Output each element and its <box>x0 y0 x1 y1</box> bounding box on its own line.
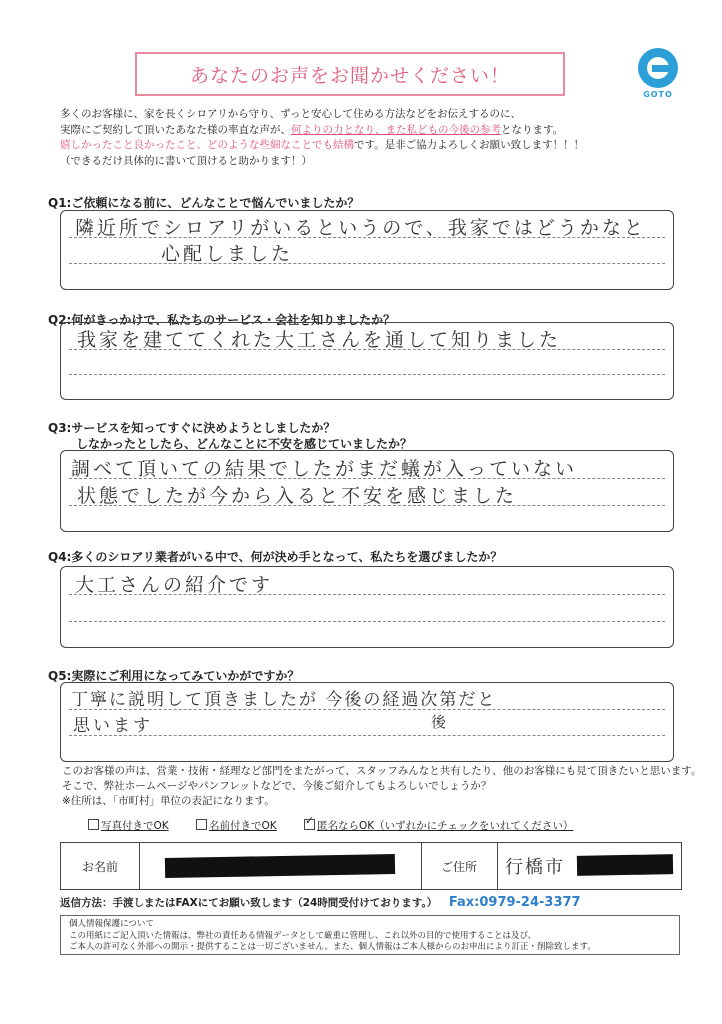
notes-line-3: ※住所は、「市町村」単位の表記になります。 <box>62 795 275 807</box>
page-title: あなたのお声をお聞かせください！ <box>189 64 510 87</box>
name-field[interactable] <box>139 843 422 889</box>
checkbox-name[interactable] <box>196 819 207 830</box>
redaction-bar <box>165 854 395 878</box>
privacy-line-2: この用紙にご記入頂いた情報は、弊社の責任ある情報データとして厳重に管理し、これ以外の目的で使用することは及び、 <box>69 930 537 941</box>
intro-line-1: 多くのお客様に、家を長くシロアリから守り、ずっと安心して住める方法などをお伝えするのに、 <box>60 108 521 120</box>
q3-answer-line-2: 状態でしたが今から入ると不安を感じました <box>77 485 518 507</box>
fax-number: Fax:0979-24-3377 <box>448 895 581 910</box>
q5-answer-line-2: 思います <box>73 716 153 736</box>
customer-info-table <box>60 842 682 890</box>
usage-notes <box>62 764 701 809</box>
q1-label: Q1:ご依頼になる前に、どんなことで悩んでいましたか？ <box>48 196 360 210</box>
q2-label: Q2:何がきっかけで、私たちのサービス・会社を知りましたか？ <box>48 313 396 327</box>
q5-label: Q5:実際にご利用になってみていかがですか？ <box>48 669 300 683</box>
redaction-bar-address <box>577 854 673 876</box>
intro-line-3 <box>60 138 660 154</box>
intro-line-2c: となります。 <box>501 123 564 136</box>
q4-label: Q4:多くのシロアリ業者がいる中で、何が決め手となって、私たちを選びましたか？ <box>48 550 503 564</box>
return-method <box>60 895 581 910</box>
intro-line-2 <box>60 123 660 139</box>
intro-line-3b: です。是非ご協力よろしくお願い致します！！！ <box>354 139 585 151</box>
privacy-notice <box>60 915 680 955</box>
q3-answer-box[interactable] <box>60 450 674 532</box>
privacy-line-1: 個人情報保護について <box>69 919 154 929</box>
q2-answer-line-1: 我家を建ててくれた大工さんを通して知りました <box>77 329 562 351</box>
q5-answer-box[interactable] <box>60 682 674 762</box>
address-value: 行橋市 <box>505 857 565 878</box>
logo-text: GOTO <box>643 90 673 99</box>
q3-label-2: しなかったとしたら、どんなことに不安を感じていましたか？ <box>76 437 413 451</box>
address-label: ご住所 <box>421 843 498 889</box>
intro-text <box>60 107 660 169</box>
title-box <box>135 52 565 96</box>
intro-emphasis-2: 嬉しかったこと良かったこと、どのような些細なことでも結構 <box>60 139 354 151</box>
q5-answer-note: 後 <box>431 713 450 731</box>
consent-anonymous-option[interactable] <box>304 814 574 832</box>
q1-answer-line-1: 隣近所でシロアリがいるというので、我家ではどうかなと <box>75 217 646 239</box>
intro-line-4: （できるだけ具体的に書いて頂けると助かります！） <box>60 154 312 167</box>
q1-answer-line-2: 心配しました <box>161 243 294 265</box>
consent-options <box>88 814 574 833</box>
q1-answer-box[interactable] <box>60 210 674 290</box>
consent-name-option[interactable] <box>196 820 277 832</box>
company-logo <box>636 48 680 100</box>
consent-name-label: 名前付きでOK <box>209 820 277 832</box>
consent-hint: （いずれかにチェックをいれてください） <box>374 820 574 832</box>
intro-line-2a: 実際にご契約して頂いたあなた様の率直な声が、 <box>60 123 291 136</box>
checkbox-photo[interactable] <box>88 819 99 830</box>
return-method-text: 返信方法：手渡しまたはFAXにてお願い致します（24時間受付けております。） <box>60 897 438 909</box>
intro-emphasis-1: 何よりの力となり、また私どもの今後の参考 <box>291 123 501 136</box>
q3-label: Q3:サービスを知ってすぐに決めようとしましたか？ <box>48 421 336 435</box>
q4-answer-box[interactable] <box>60 566 674 648</box>
consent-photo-label: 写真付きでOK <box>101 820 169 832</box>
checkbox-anonymous[interactable]: ✓ <box>304 819 315 830</box>
q2-answer-box[interactable] <box>60 322 674 400</box>
notes-line-2: そこで、弊社ホームページやパンフレットなどで、今後ご紹介してもよろしいでしょうか？ <box>62 780 492 792</box>
address-field[interactable] <box>497 843 681 889</box>
q3-answer-line-1: 調べて頂いての結果でしたがまだ蟻が入っていない <box>71 458 578 480</box>
goto-logo-icon <box>638 48 678 88</box>
q4-answer-line-1: 大工さんの紹介です <box>75 574 274 596</box>
q5-answer-line-1: 丁寧に説明して頂きましたが 今後の経過次第だと <box>71 690 497 710</box>
consent-anonymous-label: 匿名ならOK <box>317 820 375 832</box>
notes-line-1: このお客様の声は、営業・技術・経理など部門をまたがって、スタッフみんなと共有したり、他のお客様にも見て頂きたいと思います。 <box>62 765 702 777</box>
name-label: お名前 <box>61 843 140 889</box>
consent-photo-option[interactable] <box>88 820 169 832</box>
privacy-line-3: ご本人の許可なく外部への開示・提供することは一切ございません。また、個人情報はご本人様からのお申出により訂正・削除致します。 <box>69 942 596 952</box>
